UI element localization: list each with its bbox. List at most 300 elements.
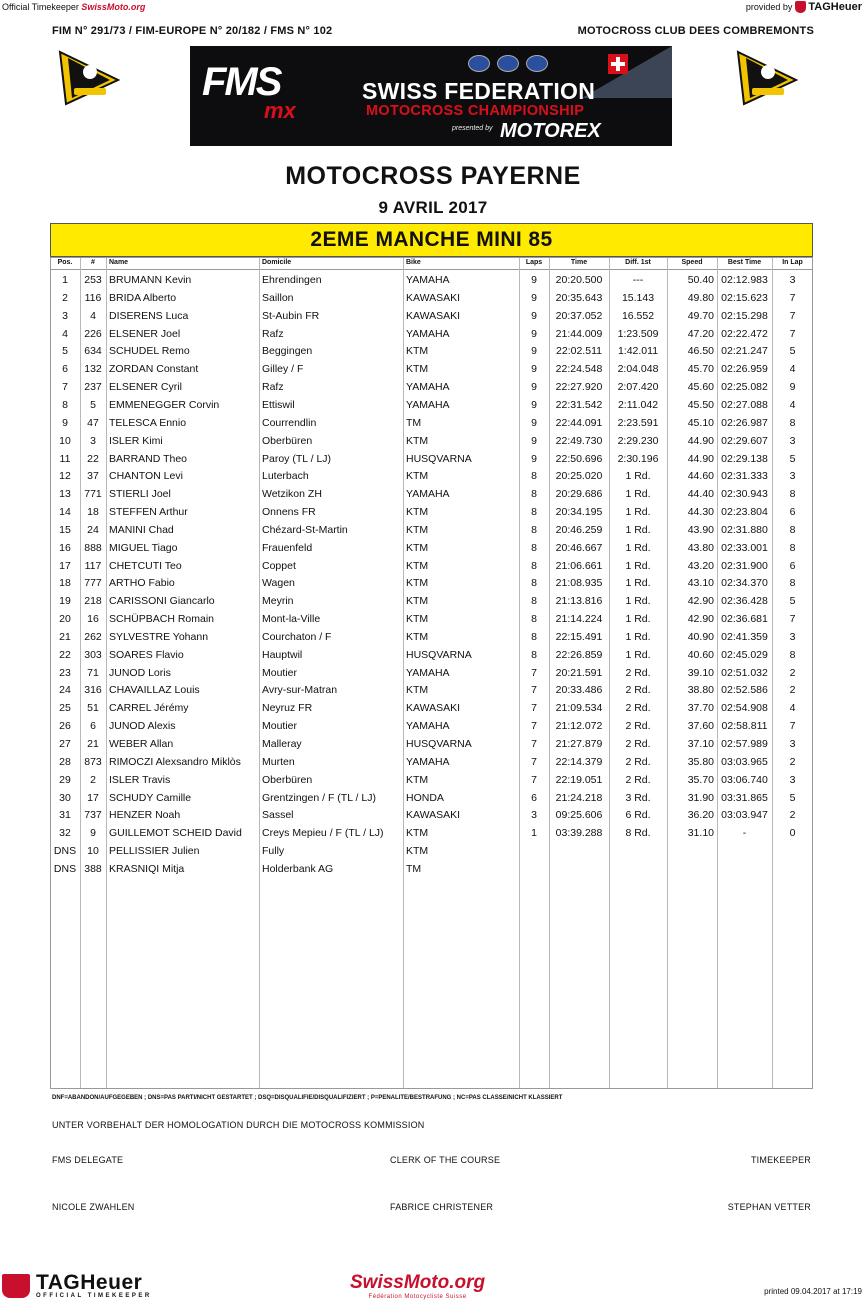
cell-best-time: 02:21.247 [721, 345, 768, 358]
cell-number: 3 [90, 434, 96, 447]
cell-speed: 44.90 [687, 452, 714, 465]
cell-in-lap: 7 [789, 309, 796, 322]
cell-in-lap: 3 [789, 630, 796, 643]
cell-diff: 1 Rd. [625, 577, 651, 590]
cell-time: 21:14.224 [555, 613, 603, 626]
cell-domicile: Moutier [262, 666, 298, 679]
cell-name: STEFFEN Arthur [109, 506, 188, 519]
cell-number: 71 [87, 666, 99, 679]
cell-domicile: Onnens FR [262, 506, 316, 519]
cell-pos: 8 [62, 398, 68, 411]
table-header-row [50, 257, 813, 269]
cell-name: ISLER Kimi [109, 434, 163, 447]
table-row [50, 360, 813, 378]
cell-domicile: Coppet [262, 559, 296, 572]
homologation-note: UNTER VORBEHALT DER HOMOLOGATION DURCH DIE MOTOCROSS KOMMISSION [52, 1120, 425, 1130]
cell-laps: 7 [531, 702, 537, 715]
cell-speed: 39.10 [687, 666, 714, 679]
cell-best-time: 02:30.943 [721, 488, 768, 501]
cell-bike: KTM [406, 363, 429, 376]
federation-badges [468, 55, 548, 72]
cell-best-time: 02:12.983 [721, 274, 768, 286]
banner-subtitle: MOTOCROSS CHAMPIONSHIP [366, 103, 585, 119]
table-row [50, 450, 813, 468]
cell-time: 21:24.218 [555, 791, 603, 804]
cell-time: 09:25.606 [555, 809, 603, 822]
cell-diff: 1 Rd. [625, 506, 651, 519]
cell-pos: 12 [59, 470, 71, 483]
cell-time [549, 860, 609, 878]
cell-name: KRASNIQI Mitja [109, 862, 185, 875]
cell-number: 37 [87, 470, 99, 483]
cell-domicile: Grentzingen / F (TL / LJ) [262, 791, 376, 804]
results-table [50, 257, 813, 878]
cell-number: 253 [84, 274, 102, 286]
cell-number: 24 [87, 523, 99, 536]
cell-name: SCHUDEL Remo [109, 345, 190, 358]
table-row [50, 503, 813, 521]
cell-speed: 44.30 [687, 506, 714, 519]
cell-diff: 2:30.196 [617, 452, 659, 465]
cell-name: MIGUEL Tiago [109, 541, 178, 554]
cell-diff [609, 860, 667, 878]
cell-name: WEBER Allan [109, 738, 174, 751]
swissmoto-logo-small: SwissMoto.org [81, 2, 146, 12]
cell-name: HENZER Noah [109, 809, 181, 822]
cell-bike: KTM [406, 434, 429, 447]
cell-diff: 16.552 [621, 309, 655, 322]
cell-speed: 45.10 [687, 416, 714, 429]
cell-number: 303 [84, 648, 102, 661]
name-clerk: FABRICE CHRISTENER [390, 1202, 494, 1212]
cell-domicile: St-Aubin FR [262, 309, 320, 322]
fms-logo-text: FMS [202, 60, 281, 104]
cell-laps: 9 [531, 291, 537, 304]
cell-bike: HUSQVARNA [406, 738, 472, 751]
cell-domicile: Ettiswil [262, 398, 295, 411]
cell-time: 22:19.051 [555, 773, 603, 786]
cell-domicile: Neyruz FR [262, 702, 313, 715]
cell-best-time: 02:52.586 [721, 684, 768, 697]
cell-speed: 49.70 [687, 309, 714, 322]
cell-time: 22:24.548 [555, 363, 603, 376]
cell-in-lap: 7 [789, 291, 796, 304]
table-row [50, 521, 813, 539]
cell-time: 22:44.091 [555, 416, 603, 429]
fim-europe-badge-icon [497, 55, 519, 72]
cell-time: 21:12.072 [555, 720, 603, 733]
cell-in-lap: 6 [789, 559, 796, 572]
cell-number: 17 [87, 791, 99, 804]
club-name: MOTOCROSS CLUB DEES COMBREMONTS [577, 25, 814, 37]
cell-laps: 8 [531, 648, 537, 661]
cell-number: 873 [84, 755, 102, 768]
cell-in-lap: 4 [789, 702, 796, 715]
cell-bike: KTM [406, 845, 429, 858]
cell-speed: 43.20 [687, 559, 714, 572]
cell-laps: 8 [531, 488, 537, 501]
cell-speed: 44.60 [687, 470, 714, 483]
club-logo-left [58, 50, 124, 106]
cell-diff [609, 842, 667, 860]
cell-number: 771 [84, 488, 102, 501]
cell-name: BRUMANN Kevin [109, 274, 192, 286]
cell-diff: 1 Rd. [625, 559, 651, 572]
table-row [50, 557, 813, 575]
cell-bike: YAMAHA [406, 274, 450, 286]
cell-laps: 7 [531, 684, 537, 697]
cell-in-lap: 4 [789, 363, 796, 376]
cell-speed: 31.10 [687, 827, 714, 840]
cell-name: CHETCUTI Teo [109, 559, 182, 572]
table-row [50, 842, 813, 860]
cell-bike: KTM [406, 559, 429, 572]
cell-number: 888 [84, 541, 102, 554]
cell-diff: 2 Rd. [625, 773, 651, 786]
cell-domicile: Luterbach [262, 470, 309, 483]
motorex-logo-text: MOTOREX [500, 120, 601, 142]
cell-laps: 6 [531, 791, 537, 804]
cell-in-lap: 5 [789, 791, 796, 804]
cell-speed: 43.80 [687, 541, 714, 554]
cell-diff: 2:04.048 [617, 363, 659, 376]
cell-domicile: Creys Mepieu / F (TL / LJ) [262, 827, 384, 840]
column-header-time: Time [570, 259, 588, 266]
cell-bike: KTM [406, 773, 429, 786]
cell-speed: 42.90 [687, 613, 714, 626]
swissmoto-logo: SwissMoto.org Fédération Motocycliste Suisse [350, 1272, 486, 1300]
cell-name: SCHUDY Camille [109, 791, 192, 804]
table-row [50, 860, 813, 878]
cell-laps: 9 [531, 398, 537, 411]
fim-badge-icon [468, 55, 490, 72]
cell-laps: 8 [531, 613, 537, 626]
cell-diff: 2:23.591 [617, 416, 659, 429]
cell-bike: KAWASAKI [406, 309, 461, 322]
cell-laps: 3 [531, 809, 537, 822]
cell-domicile: Rafz [262, 381, 284, 394]
cell-speed: 37.60 [687, 720, 714, 733]
tagheuer-shield-icon [2, 1274, 30, 1298]
cell-speed: 50.40 [687, 274, 714, 286]
cell-laps [519, 860, 549, 878]
cell-diff: 1 Rd. [625, 488, 651, 501]
cell-pos: 3 [62, 309, 68, 322]
cell-in-lap: 5 [789, 345, 796, 358]
cell-speed: 46.50 [687, 345, 714, 358]
role-timekeeper: TIMEKEEPER [750, 1155, 811, 1165]
cell-pos: 20 [59, 613, 71, 626]
cell-domicile: Fully [262, 845, 285, 858]
cell-pos: 10 [59, 434, 71, 447]
cell-domicile: Wetzikon ZH [262, 488, 322, 501]
cell-domicile: Sassel [262, 809, 294, 822]
cell-number: 237 [84, 381, 102, 394]
cell-diff: 3 Rd. [625, 791, 651, 804]
cell-laps: 7 [531, 773, 537, 786]
cell-bike: TM [406, 862, 422, 875]
cell-in-lap [772, 842, 813, 860]
cell-speed: 49.80 [687, 291, 714, 304]
cell-time: 20:46.259 [555, 523, 603, 536]
table-row [50, 824, 813, 842]
table-row [50, 699, 813, 717]
cell-bike: TM [406, 416, 422, 429]
cell-in-lap: 6 [789, 506, 796, 519]
cell-pos: 13 [59, 488, 71, 501]
championship-banner [190, 46, 672, 146]
cell-bike: KTM [406, 577, 429, 590]
cell-number: 218 [84, 595, 102, 608]
cell-number: 22 [87, 452, 99, 465]
cell-bike: HUSQVARNA [406, 648, 472, 661]
name-timekeeper: STEPHAN VETTER [727, 1202, 811, 1212]
cell-in-lap: 8 [789, 541, 796, 554]
cell-name: TELESCA Ennio [109, 416, 187, 429]
cell-domicile: Avry-sur-Matran [262, 684, 338, 697]
cell-number: 6 [90, 720, 96, 733]
cell-best-time: 02:33.001 [721, 541, 768, 554]
table-row [50, 735, 813, 753]
table-row [50, 325, 813, 343]
cell-in-lap [772, 860, 813, 878]
cell-laps: 7 [531, 720, 537, 733]
table-row [50, 467, 813, 485]
table-row [50, 646, 813, 664]
cell-diff: 8 Rd. [625, 827, 651, 840]
cell-domicile: Beggingen [262, 345, 313, 358]
cell-name: STIERLI Joel [109, 488, 171, 501]
cell-name: EMMENEGGER Corvin [109, 398, 220, 411]
club-logo-right [736, 50, 802, 106]
cell-domicile: Oberbüren [262, 434, 313, 447]
table-row [50, 343, 813, 361]
cell-name: BARRAND Theo [109, 452, 188, 465]
cell-pos: 17 [59, 559, 71, 572]
cell-best-time: 02:26.987 [721, 416, 768, 429]
cell-best-time: 02:31.880 [721, 523, 768, 536]
cell-speed: 43.10 [687, 577, 714, 590]
cell-number: 777 [84, 577, 102, 590]
cell-bike: KTM [406, 613, 429, 626]
cell-best-time: 02:15.623 [721, 291, 768, 304]
cell-best-time: 03:31.865 [721, 791, 768, 804]
cell-pos: 21 [59, 630, 71, 643]
event-title: MOTOCROSS PAYERNE [285, 162, 581, 190]
cell-diff: 2 Rd. [625, 738, 651, 751]
cell-laps: 8 [531, 595, 537, 608]
cell-name: ZORDAN Constant [109, 363, 199, 376]
cell-laps: 9 [531, 363, 537, 376]
cell-speed: 36.20 [687, 809, 714, 822]
cell-diff: 2:11.042 [617, 398, 659, 411]
role-clerk: CLERK OF THE COURSE [390, 1155, 501, 1165]
cell-laps: 9 [531, 416, 537, 429]
cell-time: 20:21.591 [555, 666, 603, 679]
cell-pos: 22 [59, 648, 71, 661]
column-header-pos: Pos. [57, 259, 73, 266]
cell-domicile: Meyrin [262, 595, 294, 608]
cell-time: 22:26.859 [555, 648, 603, 661]
cell-time: 20:46.667 [555, 541, 603, 554]
cell-in-lap: 9 [789, 381, 796, 394]
cell-pos: 6 [62, 363, 68, 376]
cell-best-time: 03:06.740 [721, 773, 768, 786]
cell-in-lap: 0 [789, 827, 796, 840]
cell-best-time: 02:45.029 [721, 648, 768, 661]
table-row [50, 753, 813, 771]
cell-diff: 1 Rd. [625, 470, 651, 483]
cell-laps: 9 [531, 434, 537, 447]
cell-domicile: Courchaton / F [262, 630, 332, 643]
cell-diff: 2:29.230 [617, 434, 659, 447]
cell-laps: 1 [531, 827, 537, 840]
cell-name: SOARES Flavio [109, 648, 184, 661]
cell-pos: 24 [59, 684, 71, 697]
cell-best-time: 02:29.138 [721, 452, 768, 465]
cell-bike: KTM [406, 595, 429, 608]
provided-by-label: provided by TAGHeuer [745, 1, 862, 13]
cell-domicile: Saillon [262, 291, 294, 304]
cell-in-lap: 3 [789, 738, 796, 751]
cell-name: MANINI Chad [109, 523, 174, 536]
cell-speed: 45.60 [687, 381, 714, 394]
cell-number: 16 [87, 613, 99, 626]
cell-time: 22:14.379 [555, 755, 603, 768]
role-fms-delegate: FMS DELEGATE [52, 1155, 124, 1165]
column-header-in-lap: In Lap [782, 259, 803, 266]
cell-time: 22:31.542 [555, 398, 603, 411]
cell-laps: 9 [531, 309, 537, 322]
cell-diff: 2:07.420 [617, 381, 659, 394]
cell-domicile: Frauenfeld [262, 541, 313, 554]
cell-in-lap: 8 [789, 648, 796, 661]
cell-pos: 23 [59, 666, 71, 679]
cell-pos: 5 [62, 345, 68, 358]
table-row [50, 432, 813, 450]
cell-laps: 7 [531, 738, 537, 751]
cell-best-time: 02:58.811 [721, 720, 768, 733]
cell-laps [519, 842, 549, 860]
cell-domicile: Chézard-St-Martin [262, 523, 348, 536]
cell-pos: 15 [59, 523, 71, 536]
cell-laps: 9 [531, 345, 537, 358]
table-row [50, 628, 813, 646]
cell-in-lap: 8 [789, 577, 796, 590]
cell-bike: KAWASAKI [406, 809, 461, 822]
cell-in-lap: 3 [789, 470, 796, 483]
cell-best-time: 02:29.607 [721, 434, 768, 447]
cell-speed: 42.90 [687, 595, 714, 608]
cell-name: DISERENS Luca [109, 309, 189, 322]
cell-in-lap: 2 [789, 666, 796, 679]
column-header-name: Name [109, 259, 129, 266]
cell-number: 132 [84, 363, 102, 376]
cell-pos: 7 [62, 381, 68, 394]
cell-number: 388 [84, 862, 102, 875]
cell-number: 10 [87, 845, 99, 858]
table-row [50, 682, 813, 700]
cell-time: 22:15.491 [555, 630, 603, 643]
cell-laps: 8 [531, 506, 537, 519]
table-row [50, 414, 813, 432]
cell-pos: 4 [62, 327, 68, 340]
cell-laps: 7 [531, 666, 537, 679]
cell-laps: 9 [531, 274, 537, 286]
cell-name: SCHÜPBACH Romain [109, 613, 215, 626]
cell-in-lap: 7 [789, 613, 796, 626]
cell-domicile: Paroy (TL / LJ) [262, 452, 332, 465]
cell-diff: 1 Rd. [625, 648, 651, 661]
cell-pos: 29 [59, 773, 71, 786]
cell-number: 47 [87, 416, 99, 429]
cell-laps: 8 [531, 559, 537, 572]
cell-best-time: 02:25.082 [721, 381, 768, 394]
cell-number: 4 [90, 309, 96, 322]
cell-speed [667, 860, 717, 878]
table-row [50, 806, 813, 824]
cell-speed: 35.80 [687, 755, 714, 768]
cell-pos: 31 [59, 809, 71, 822]
cell-domicile: Holderbank AG [262, 862, 334, 875]
cell-time: 03:39.288 [555, 827, 603, 840]
cell-in-lap: 7 [789, 327, 796, 340]
cell-domicile: Courrendlin [262, 416, 317, 429]
cell-best-time: 02:15.298 [721, 309, 768, 322]
cell-in-lap: 2 [789, 809, 796, 822]
cell-domicile: Oberbüren [262, 773, 313, 786]
cell-bike: KTM [406, 541, 429, 554]
cell-best-time: 02:51.032 [721, 666, 768, 679]
cell-in-lap: 8 [789, 488, 796, 501]
cell-diff: 1:23.509 [617, 327, 659, 340]
cell-number: 737 [84, 809, 102, 822]
cell-speed: 44.90 [687, 434, 714, 447]
cell-bike: KTM [406, 506, 429, 519]
cell-best-time: 02:36.681 [721, 613, 768, 626]
table-row [50, 789, 813, 807]
cell-domicile: Hauptwil [262, 648, 303, 661]
cell-best-time: 02:26.959 [721, 363, 768, 376]
column-header-diff: Diff. 1st [625, 259, 651, 266]
cell-bike: YAMAHA [406, 755, 450, 768]
cell-time: 21:06.661 [555, 559, 603, 572]
cell-pos: 11 [59, 452, 71, 465]
column-header-domicile: Domicile [262, 259, 292, 266]
race-title: 2EME MANCHE MINI 85 [50, 223, 813, 257]
cell-time: 20:29.686 [555, 488, 603, 501]
cell-diff: 2 Rd. [625, 702, 651, 715]
cell-best-time: 02:54.908 [721, 702, 768, 715]
cell-diff: 1 Rd. [625, 613, 651, 626]
cell-speed: 43.90 [687, 523, 714, 536]
cell-pos: 25 [59, 702, 71, 715]
cell-diff: --- [632, 274, 644, 286]
cell-name: SYLVESTRE Yohann [109, 630, 209, 643]
cell-speed: 45.70 [687, 363, 714, 376]
cell-in-lap: 7 [789, 720, 796, 733]
cell-laps: 9 [531, 381, 537, 394]
cell-in-lap: 4 [789, 398, 796, 411]
cell-pos: 18 [59, 577, 71, 590]
cell-pos: 19 [59, 595, 71, 608]
cell-name: BRIDA Alberto [109, 291, 177, 304]
cell-speed: 45.50 [687, 398, 714, 411]
cell-number: 21 [87, 738, 99, 751]
cell-diff: 1 Rd. [625, 595, 651, 608]
cell-pos: 26 [59, 720, 71, 733]
cell-speed: 40.90 [687, 630, 714, 643]
